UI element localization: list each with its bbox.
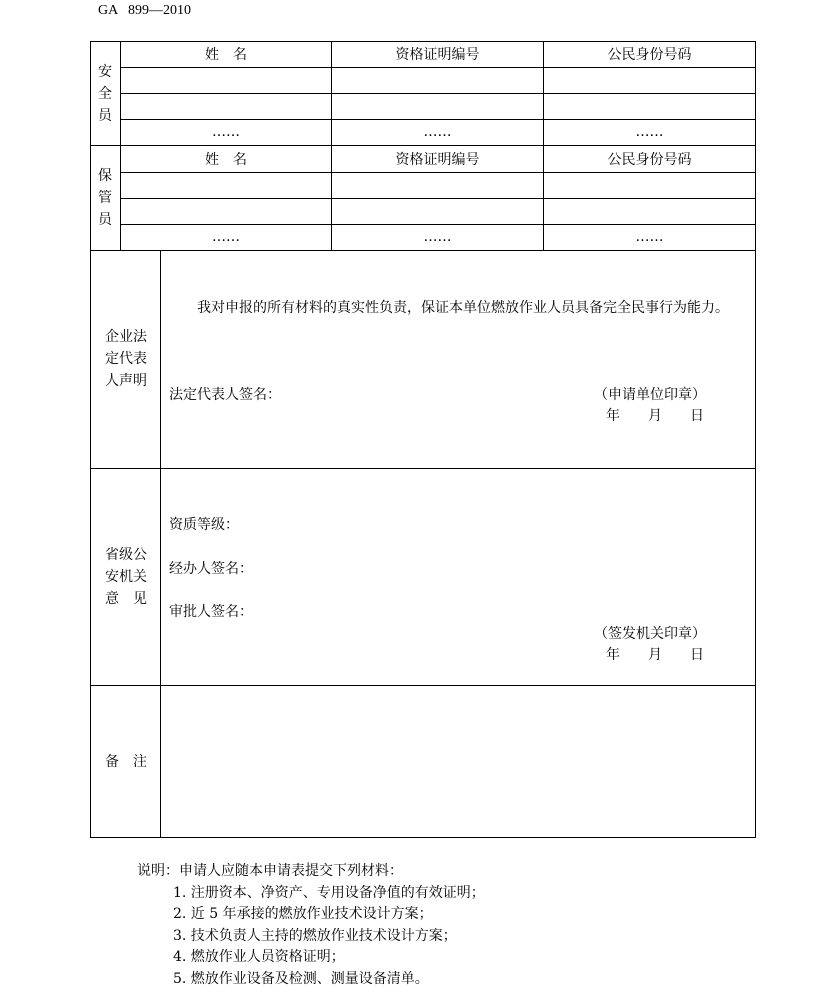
table-border-left	[90, 41, 91, 838]
column-header-id-no: 公民身份号码	[607, 152, 692, 168]
label-char: 全	[98, 86, 112, 102]
issuing-authority-seal-label: （签发机关印章）	[594, 626, 706, 642]
qualification-grade-label: 资质等级：	[169, 517, 239, 533]
submission-notes	[137, 861, 485, 990]
column-header-certificate-no: 资格证明编号	[395, 47, 480, 63]
label-line: 意 见	[105, 591, 147, 607]
divider	[120, 93, 756, 94]
divider	[90, 685, 756, 686]
notes-intro: 说明：申请人应随本申请表提交下列材料：	[137, 863, 403, 879]
notes-item: 2. 近 5 年承接的燃放作业技术设计方案；	[173, 906, 433, 922]
opinion-date-line: 年 月 日	[606, 647, 704, 663]
custodian-label	[95, 165, 115, 231]
label-char: 保	[98, 168, 112, 184]
column-header-name: 姓 名	[205, 47, 247, 63]
table-border-bottom	[90, 837, 756, 838]
ellipsis-cell: ……	[212, 124, 240, 140]
column-header-id-no: 公民身份号码	[607, 47, 692, 63]
standard-number: GA 899—2010	[98, 3, 191, 18]
divider	[90, 250, 756, 251]
column-header-certificate-no: 资格证明编号	[395, 152, 480, 168]
label-line: 企业法	[105, 329, 147, 345]
divider	[90, 145, 756, 146]
declaration-label	[91, 326, 161, 392]
ellipsis-cell: ……	[635, 124, 664, 140]
ellipsis-cell: ……	[212, 229, 240, 245]
table-border-right	[755, 41, 756, 838]
divider	[120, 119, 756, 120]
approver-signature-label: 审批人签名：	[169, 604, 253, 620]
column-header-name: 姓 名	[205, 152, 247, 168]
divider	[120, 67, 756, 68]
remarks-label: 备 注	[105, 754, 147, 770]
handler-signature-label: 经办人签名：	[169, 561, 253, 577]
label-line: 定代表	[105, 351, 147, 367]
table-border-top	[90, 41, 756, 42]
ellipsis-cell: ……	[423, 124, 452, 140]
provincial-opinion-label	[91, 544, 161, 610]
safety-officer-label	[95, 61, 115, 127]
applicant-seal-label: （申请单位印章）	[594, 387, 706, 403]
notes-item: 4. 燃放作业人员资格证明；	[173, 949, 345, 965]
label-char: 安	[98, 64, 112, 80]
ellipsis-cell: ……	[423, 229, 452, 245]
divider	[120, 172, 756, 173]
label-line: 人声明	[105, 373, 147, 389]
label-line: 安机关	[105, 569, 147, 585]
notes-item: 5. 燃放作业设备及检测、测量设备清单。	[173, 970, 429, 987]
divider	[120, 198, 756, 199]
notes-item: 3. 技术负责人主持的燃放作业技术设计方案；	[173, 927, 457, 944]
notes-item: 1. 注册资本、净资产、专用设备净值的有效证明；	[173, 884, 485, 901]
declaration-statement: 我对申报的所有材料的真实性负责，保证本单位燃放作业人员具备完全民事行为能力。	[197, 300, 729, 316]
ellipsis-cell: ……	[635, 229, 664, 245]
divider	[90, 468, 756, 469]
legal-rep-signature-label: 法定代表人签名：	[169, 387, 281, 403]
label-char: 管	[98, 190, 112, 206]
label-char: 员	[98, 212, 112, 228]
label-line: 省级公	[105, 547, 147, 563]
divider	[120, 224, 756, 225]
label-char: 员	[98, 108, 112, 124]
declaration-date-line: 年 月 日	[606, 408, 704, 424]
